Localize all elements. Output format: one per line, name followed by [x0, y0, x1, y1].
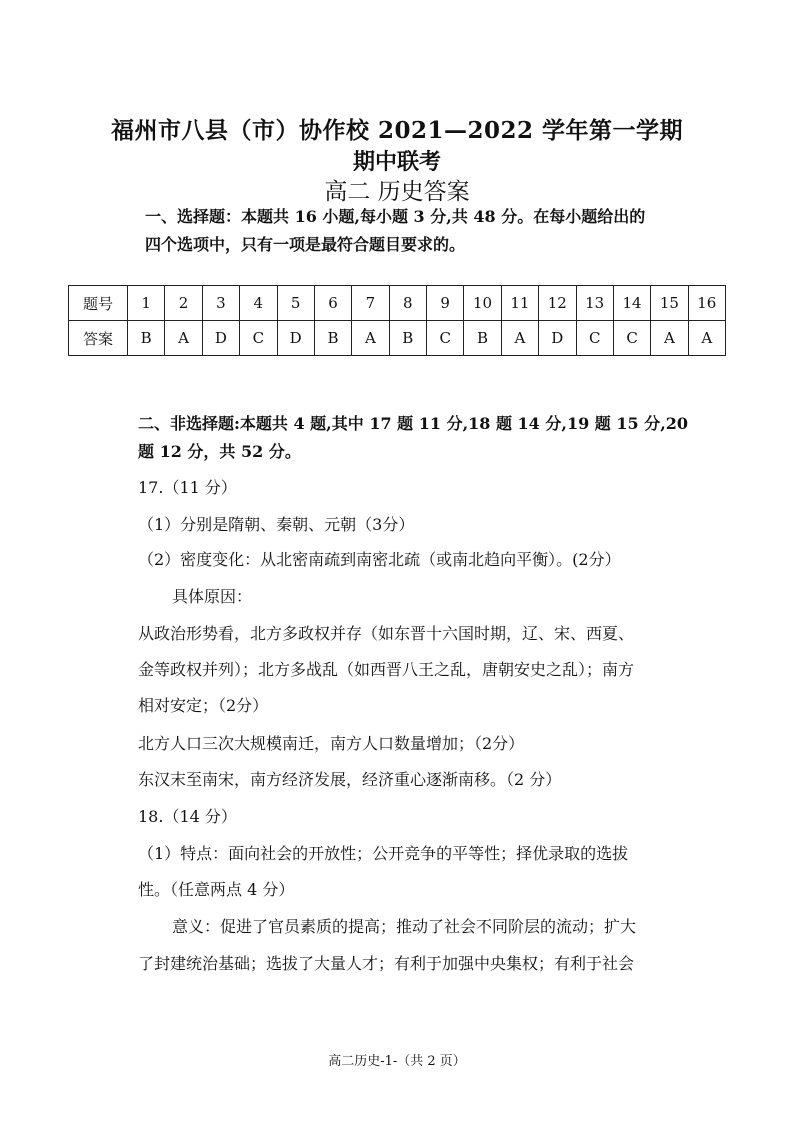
- question-number-cell: 8: [389, 286, 426, 321]
- q17-reason-political-line3: 相对安定；（2分）: [138, 696, 269, 715]
- question-number-cell: 4: [240, 286, 277, 321]
- answer-cell: A: [651, 321, 688, 356]
- question-number-cell: 10: [464, 286, 501, 321]
- q17-reason-political-line1: 从政治形势看，北方多政权并存（如东晋十六国时期，辽、宋、西夏、: [138, 624, 635, 643]
- question-number-cell: 15: [651, 286, 688, 321]
- section2-heading-line2: 题 12 分，共 52 分。: [138, 442, 301, 461]
- page-title-line1: 福州市八县（市）协作校 2021—2022 学年第一学期: [110, 117, 684, 144]
- q17-part2: （2）密度变化：从北密南疏到南密北疏（或南北趋向平衡）。(2分）: [138, 550, 621, 569]
- q17-reason-migration: 北方人口三次大规模南迁，南方人口数量增加；（2分）: [138, 734, 525, 753]
- answer-cell: A: [165, 321, 202, 356]
- question-number-cell: 16: [688, 286, 725, 321]
- table-header-numbers: 题号: [69, 286, 128, 321]
- answer-cell: C: [613, 321, 650, 356]
- answer-cell: C: [576, 321, 613, 356]
- question-number-cell: 9: [427, 286, 464, 321]
- q17-reason-economy: 东汉末至南宋，南方经济发展，经济重心逐渐南移。（2 分）: [138, 770, 562, 789]
- question-number-cell: 3: [202, 286, 239, 321]
- q18-header: 18.（14 分）: [138, 807, 237, 826]
- question-number-cell: 6: [314, 286, 351, 321]
- answer-cell: D: [202, 321, 239, 356]
- question-number-cell: 13: [576, 286, 613, 321]
- section2-heading-line1: 二、非选择题:本题共 4 题,其中 17 题 11 分,18 题 14 分,19 题 15 分,20: [138, 414, 689, 433]
- question-number-cell: 12: [539, 286, 576, 321]
- answer-cell: C: [427, 321, 464, 356]
- answer-cell: A: [352, 321, 389, 356]
- q17-part1: （1）分别是隋朝、秦朝、元朝（3分）: [138, 515, 415, 534]
- answer-cell: A: [688, 321, 725, 356]
- table-row-numbers: [69, 286, 726, 321]
- answer-cell: D: [277, 321, 314, 356]
- question-number-cell: 1: [128, 286, 165, 321]
- table-row-answers: [69, 321, 726, 356]
- answer-cell: B: [464, 321, 501, 356]
- table-header-answers: 答案: [69, 321, 128, 356]
- question-number-cell: 5: [277, 286, 314, 321]
- section1-heading-line2: 四个选项中，只有一项是最符合题目要求的。: [145, 235, 466, 254]
- section1-heading-line1: 一、选择题：本题共 16 小题,每小题 3 分,共 48 分。在每小题给出的: [145, 207, 646, 226]
- q18-significance-line1: 意义：促进了官员素质的提高；推动了社会不同阶层的流动；扩大: [172, 917, 637, 936]
- q18-significance-line2: 了封建统治基础；选拔了大量人才；有利于加强中央集权；有利于社会: [138, 954, 635, 973]
- answer-cell: C: [240, 321, 277, 356]
- page-title-line3: 高二 历史答案: [324, 179, 470, 205]
- answer-cell: A: [501, 321, 538, 356]
- answer-cell: B: [314, 321, 351, 356]
- answer-table: [68, 285, 726, 356]
- answer-cell: B: [389, 321, 426, 356]
- page-footer: 高二历史-1-（共 2 页）: [328, 1054, 466, 1069]
- question-number-cell: 2: [165, 286, 202, 321]
- question-number-cell: 7: [352, 286, 389, 321]
- q17-reason-political-line2: 金等政权并列）；北方多战乱（如西晋八王之乱，唐朝安史之乱）；南方: [138, 660, 635, 679]
- q18-part1-line2: 性。（任意两点 4 分）: [138, 880, 295, 899]
- question-number-cell: 14: [613, 286, 650, 321]
- q17-header: 17.（11 分）: [138, 478, 237, 497]
- question-number-cell: 11: [501, 286, 538, 321]
- answer-cell: D: [539, 321, 576, 356]
- q17-reasons-label: 具体原因：: [172, 587, 253, 606]
- page-title-line2: 期中联考: [352, 149, 441, 175]
- answer-cell: B: [128, 321, 165, 356]
- q18-part1-line1: （1）特点：面向社会的开放性；公开竞争的平等性；择优录取的选拔: [138, 844, 629, 863]
